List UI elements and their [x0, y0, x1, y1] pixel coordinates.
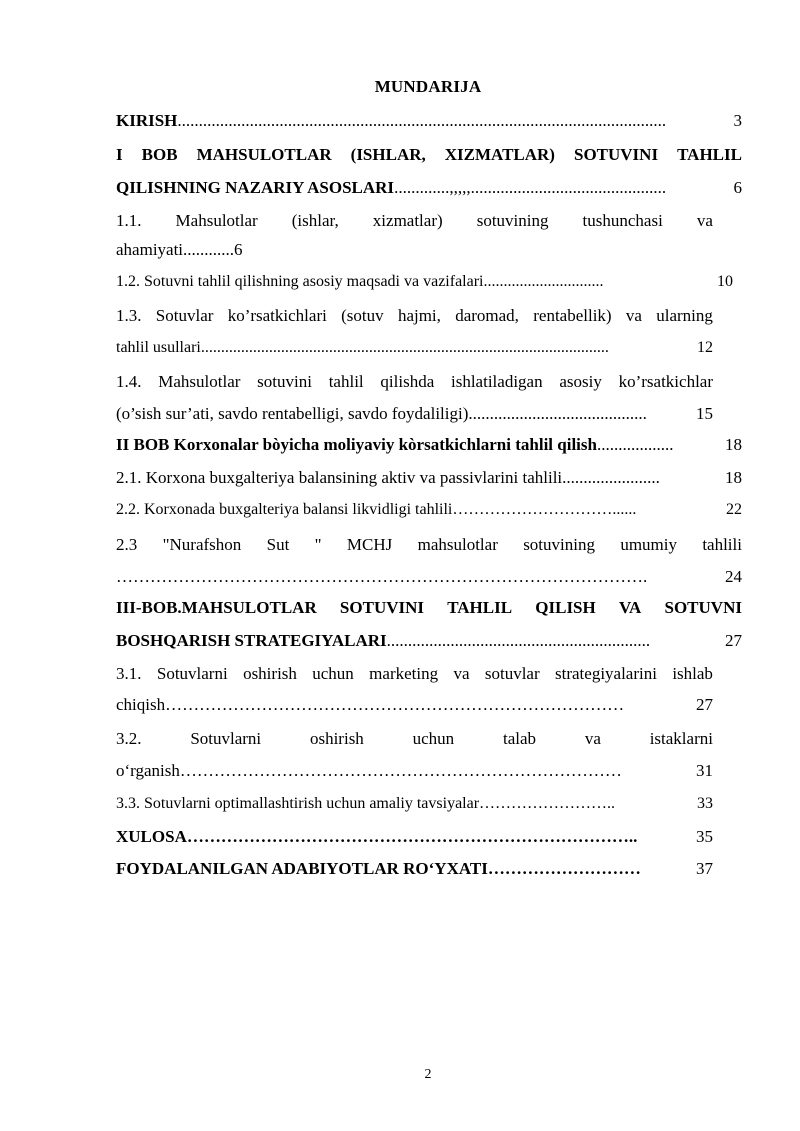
toc-word: rentabellik) — [533, 306, 612, 325]
toc-entry-adabiyotlar[interactable] — [116, 859, 713, 879]
toc-word: marketing — [369, 664, 439, 683]
toc-dot-leader: ....................... — [562, 468, 660, 487]
toc-entry-bob2[interactable] — [116, 435, 742, 455]
toc-word: SOTUVINI — [573, 145, 659, 164]
toc-word: istaklarni — [649, 729, 713, 748]
toc-page-number: 12 — [697, 339, 713, 356]
toc-entry-bob1-line1[interactable] — [116, 145, 742, 165]
toc-word: 2.3 — [116, 535, 138, 554]
toc-page-number: 18 — [725, 435, 742, 454]
toc-word: ko’rsatkichlari — [227, 306, 327, 325]
toc-word: va — [453, 664, 470, 683]
toc-entry-3-1-line2[interactable] — [116, 695, 713, 715]
toc-page-number: 33 — [697, 795, 713, 812]
toc-entry-2-1[interactable] — [116, 468, 742, 488]
toc-word: Mahsulotlar — [175, 211, 258, 230]
toc-entry-1-1-line2[interactable]: ahamiyati............6 — [116, 240, 243, 259]
toc-entry-2-2[interactable] — [116, 500, 742, 520]
toc-word: Sotuvlar — [155, 306, 214, 325]
toc-entry-title: 2.1. Korxona buxgalteriya balansining aktiv va passivlarini tahlili — [116, 468, 563, 487]
toc-entry-title: 1.2. Sotuvni tahlil qilishning asosiy maqsadi va vazifalari — [116, 273, 484, 290]
toc-entry-1-2[interactable] — [116, 272, 733, 292]
toc-word: "Nurafshon — [162, 535, 242, 554]
toc-word: uchun — [312, 664, 354, 683]
toc-page-number: 35 — [696, 827, 713, 846]
toc-entry-bob3-line1[interactable] — [116, 598, 742, 618]
toc-word: 3.2. — [116, 729, 142, 748]
toc-entry-title: XULOSA — [116, 827, 187, 846]
toc-dot-leader: ……………………………………………………………………… — [165, 695, 625, 714]
page-title: MUNDARIJA — [374, 77, 482, 96]
toc-word: sotuvining — [523, 535, 595, 554]
toc-word: umumiy — [620, 535, 677, 554]
toc-entry-title: BOSHQARISH STRATEGIYALARI — [116, 631, 387, 650]
toc-word: daromad, — [455, 306, 519, 325]
toc-entry-1-3-line2[interactable] — [116, 338, 713, 358]
toc-word: SOTUVNI — [664, 598, 742, 617]
toc-entry-xulosa[interactable] — [116, 827, 713, 847]
toc-word: oshirish — [309, 729, 364, 748]
page-footer-number: 2 — [424, 1067, 432, 1082]
toc-word: TAHLIL — [677, 145, 742, 164]
toc-word: ishlatiladigan — [451, 372, 543, 391]
toc-word: 1.3. — [116, 306, 142, 325]
toc-dot-leader: ................................................................................................................... — [177, 111, 667, 130]
toc-entry-3-2-line2[interactable] — [116, 761, 713, 781]
toc-word: III-BOB.MAHSULOTLAR — [116, 598, 317, 617]
toc-word: Sut — [266, 535, 290, 554]
toc-word: ularning — [656, 306, 713, 325]
toc-entry-1-4-line2[interactable] — [116, 404, 713, 424]
toc-word: va — [625, 306, 642, 325]
toc-word: sotuvini — [257, 372, 312, 391]
toc-page-number: 37 — [696, 859, 713, 878]
toc-entry-kirish[interactable] — [116, 111, 742, 131]
toc-page-number: 18 — [725, 468, 742, 487]
toc-word: I — [116, 145, 123, 164]
toc-entry-2-3-line1[interactable] — [116, 535, 742, 555]
toc-entry-1-1-line1[interactable] — [116, 211, 713, 231]
toc-dot-leader: ……………………… — [487, 859, 641, 878]
toc-word: TAHLIL — [447, 598, 513, 617]
toc-word: oshirish — [243, 664, 297, 683]
toc-word: (sotuv — [341, 306, 384, 325]
toc-dot-leader: …………………………...... — [452, 501, 637, 518]
toc-word: BOB — [141, 145, 178, 164]
toc-entry-title: 2.2. Korxonada buxgalteriya balansi likvidligi tahlili — [116, 501, 453, 518]
toc-word: tushunchasi — [582, 211, 663, 230]
toc-dot-leader: .............................. — [483, 273, 604, 290]
toc-entry-title: (o’sish sur’ati, savdo rentabelligi, savdo foydaliligi) — [116, 404, 469, 423]
toc-entry-3-2-line1[interactable] — [116, 729, 713, 749]
toc-entry-2-3-line2[interactable] — [116, 567, 742, 587]
toc-entry-1-4-line1[interactable] — [116, 372, 713, 392]
toc-word: strategiyalarini — [555, 664, 657, 683]
toc-entry-title: tahlil usullari — [116, 339, 201, 356]
toc-page-number: 24 — [725, 567, 742, 586]
toc-word: ishlab — [672, 664, 713, 683]
toc-word: asosiy — [559, 372, 602, 391]
toc-dot-leader: …………………………………………………………………… — [179, 761, 622, 780]
toc-page-number: 27 — [696, 695, 713, 714]
toc-word: MAHSULOTLAR — [196, 145, 332, 164]
toc-word: ko’rsatkichlar — [618, 372, 713, 391]
toc-word: QILISH — [535, 598, 596, 617]
toc-page-number: 3 — [733, 111, 742, 130]
toc-page-number: 22 — [726, 501, 742, 518]
toc-entry-title: o‘rganish — [116, 761, 180, 780]
toc-word: XIZMATLAR) — [444, 145, 555, 164]
toc-page-number: 10 — [717, 273, 733, 290]
toc-entry-title: chiqish — [116, 695, 166, 714]
toc-word: 1.4. — [116, 372, 142, 391]
toc-word: qilishda — [380, 372, 435, 391]
toc-entry-bob1-line2[interactable] — [116, 178, 742, 198]
toc-word: mahsulotlar — [417, 535, 498, 554]
toc-word: Mahsulotlar — [158, 372, 241, 391]
toc-entry-1-3-line1[interactable] — [116, 306, 713, 326]
toc-word: VA — [618, 598, 642, 617]
toc-word: SOTUVINI — [339, 598, 425, 617]
toc-entry-title: 3.3. Sotuvlarni optimallashtirish uchun amaliy tavsiyalar — [116, 795, 480, 812]
toc-word: xizmatlar) — [372, 211, 443, 230]
toc-word: uchun — [412, 729, 455, 748]
toc-word: sotuvlar — [484, 664, 540, 683]
toc-page-number: 15 — [696, 404, 713, 423]
toc-dot-leader: …………………………………………………………………….. — [186, 827, 638, 846]
toc-word: MCHJ — [346, 535, 393, 554]
toc-page-number: 27 — [725, 631, 742, 650]
toc-word: " — [314, 535, 322, 554]
toc-word: 1.1. — [116, 211, 142, 230]
toc-word: (ISHLAR, — [350, 145, 426, 164]
toc-word: va — [584, 729, 601, 748]
toc-dot-leader: …………………….. — [479, 795, 616, 812]
toc-word: Sotuvlarni — [190, 729, 262, 748]
toc-entry-title: FOYDALANILGAN ADABIYOTLAR RO‘YXATI — [116, 859, 488, 878]
toc-entry-3-3[interactable] — [116, 794, 713, 814]
toc-word: tahlil — [328, 372, 364, 391]
toc-dot-leader: .................. — [596, 435, 674, 454]
toc-dot-leader: .............................................................. — [386, 631, 651, 650]
toc-entry-3-1-line1[interactable] — [116, 664, 713, 684]
toc-dot-leader: …………………………………………………………………………………. — [116, 567, 648, 586]
toc-dot-leader: ...................................................................................................... — [200, 339, 609, 356]
toc-entry-bob3-line2[interactable] — [116, 631, 742, 651]
toc-word: Sotuvlarni — [156, 664, 228, 683]
toc-word: va — [696, 211, 713, 230]
toc-dot-leader: .............,,,,,.............................................. — [394, 178, 667, 197]
toc-page-number: 31 — [696, 761, 713, 780]
toc-dot-leader: .......................................... — [468, 404, 647, 423]
toc-word: (ishlar, — [291, 211, 339, 230]
toc-entry-title: QILISHNING NAZARIY ASOSLARI — [116, 178, 395, 197]
toc-word: hajmi, — [397, 306, 441, 325]
toc-word: sotuvining — [476, 211, 549, 230]
toc-word: 3.1. — [116, 664, 142, 683]
toc-page-number: 6 — [733, 178, 742, 197]
toc-word: talab — [502, 729, 537, 748]
toc-entry-title: KIRISH — [116, 111, 178, 130]
toc-word: tahlili — [702, 535, 742, 554]
toc-entry-title: II BOB Korxonalar bòyicha moliyaviy kòrsatkichlarni tahlil qilish — [116, 435, 597, 454]
